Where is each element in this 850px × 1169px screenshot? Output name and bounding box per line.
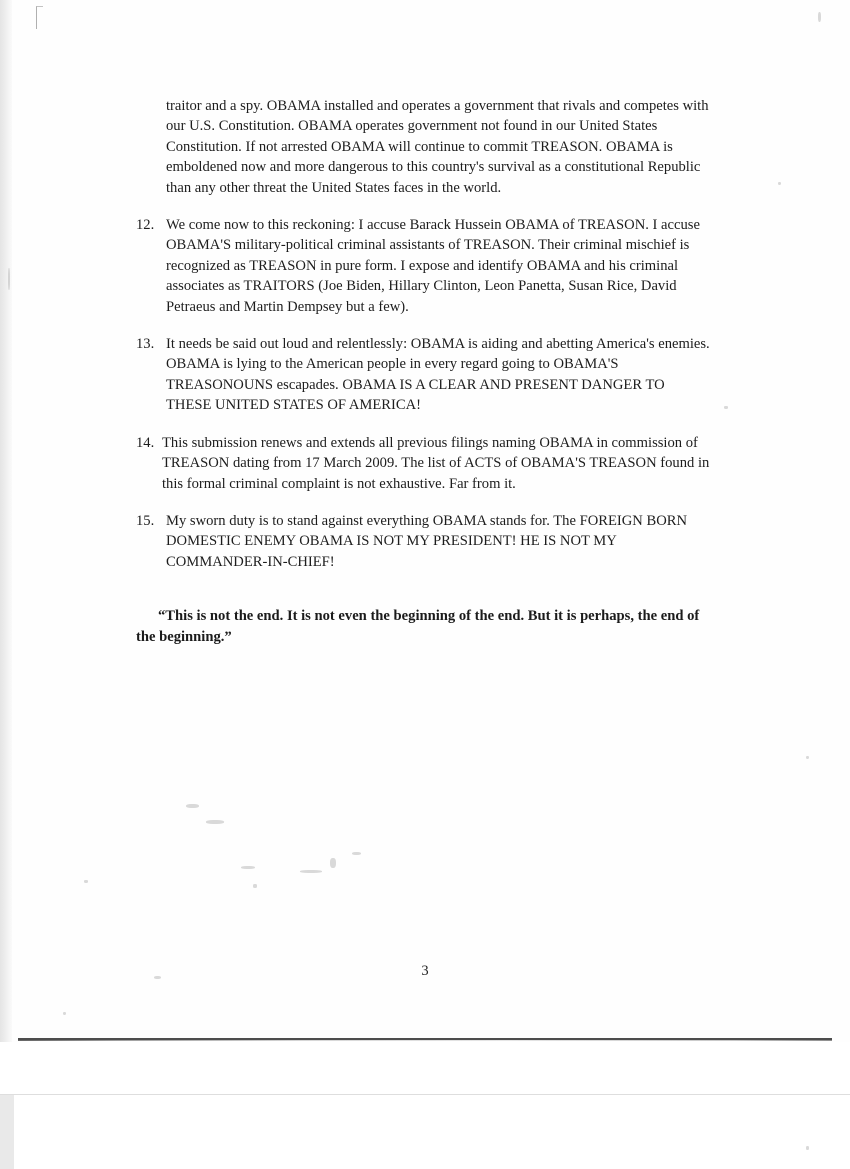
paragraph-text: This submission renews and extends all previous filings naming OBAMA in commission of TREASON dating from 17 March 2009. The list of ACTS of OBAMA'S TREASON found in this formal criminal complaint is not exhaustive. Far from it. xyxy=(162,434,710,492)
paragraph-text: It needs be said out loud and relentlessly: OBAMA is aiding and abetting America's enemies. OBAMA is lying to the American people in every regard going to OBAMA'S TREASONOUNS escapades. OBAMA IS A CLEAR AND PRESENT DANGER TO THESE UNITED STATES OF AMERICA! xyxy=(166,336,710,414)
paragraph-number: 12. xyxy=(136,217,155,234)
paragraph-number: 15. xyxy=(136,512,155,529)
scan-speck xyxy=(806,756,809,759)
paragraph-14 xyxy=(136,433,712,494)
scan-band-divider xyxy=(0,1094,850,1095)
paragraph-text: My sworn duty is to stand against everything OBAMA stands for. The FOREIGN BORN DOMESTIC ENEMY OBAMA IS NOT MY PRESIDENT! HE IS NOT MY COMMANDER-IN-CHIEF! xyxy=(166,512,688,570)
scan-speck xyxy=(330,858,336,868)
scan-speck xyxy=(352,852,361,855)
paragraph-text: traitor and a spy. OBAMA installed and operates a government that rivals and competes with our U.S. Constitution. OBAMA operates government not found in our United States Constitution. If not arrested OBAMA will continue to commit TREASON. OBAMA is emboldened now and more dangerous to this country's survival as a constitutional Republic than any other threat the United States faces in the world. xyxy=(166,98,709,196)
scan-corner-mark xyxy=(36,6,43,29)
scan-speck xyxy=(206,820,224,824)
paragraph-13 xyxy=(136,334,712,416)
scan-left-edge-shadow xyxy=(0,0,12,1080)
scan-bottom-band xyxy=(0,1042,850,1169)
scan-band-left-block xyxy=(0,1095,14,1169)
paragraph-12 xyxy=(136,215,712,317)
scan-speck xyxy=(8,268,10,290)
paragraph-number: 13. xyxy=(136,336,155,353)
paragraph-15 xyxy=(136,511,712,572)
page-number: 3 xyxy=(421,963,429,979)
paragraph-number: 14. xyxy=(136,434,155,451)
scan-speck xyxy=(253,884,257,888)
paragraph-continuation xyxy=(136,96,712,198)
closing-quote xyxy=(136,606,712,648)
closing-quote-text: “This is not the end. It is not even the beginning of the end. But it is perhaps, the end of the beginning.” xyxy=(136,608,700,646)
scan-bottom-rule-fade xyxy=(18,1040,832,1041)
scan-speck xyxy=(63,1012,66,1015)
scan-speck xyxy=(241,866,255,869)
scan-speck xyxy=(724,406,728,409)
scan-speck xyxy=(186,804,199,808)
scan-speck xyxy=(778,182,781,185)
scan-speck xyxy=(806,1146,809,1150)
scan-speck xyxy=(818,12,821,22)
document-body xyxy=(136,96,712,648)
scan-speck xyxy=(300,870,322,873)
paragraph-text: We come now to this reckoning: I accuse Barack Hussein OBAMA of TREASON. I accuse OBAMA'S military-political criminal assistants of TREASON. Their criminal mischief is recognized as TREASON in pure form. I expose and identify OBAMA and his criminal associates as TRAITORS (Joe Biden, Hillary Clinton, Leon Panetta, Susan Rice, David Petraeus and Martin Dempsey but a few). xyxy=(166,217,700,315)
scan-speck xyxy=(84,880,88,883)
